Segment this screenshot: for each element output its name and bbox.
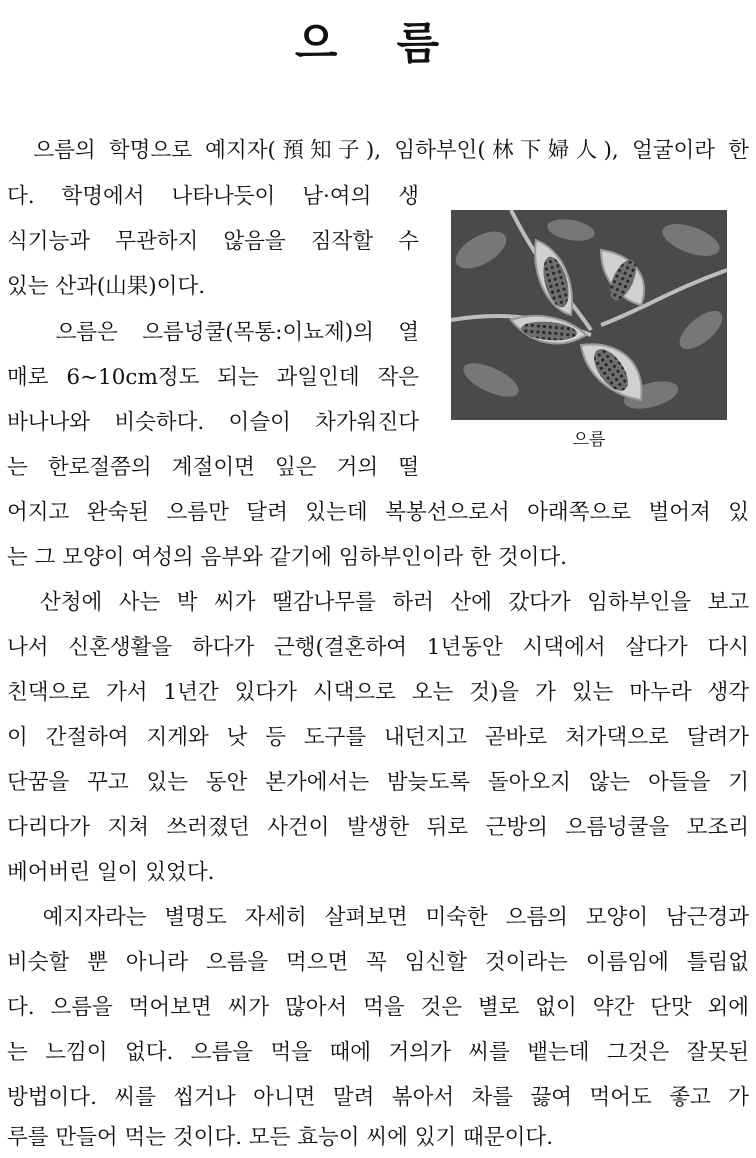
body-line-23: 루를 만들어 먹는 것이다. 모든 효능이 씨에 있기 때문이다. [7, 1125, 554, 1150]
akebia-fruit-photo-icon [451, 210, 727, 420]
body-line-3: 식기능과 무관하지 않음을 짐작할 수 [7, 229, 419, 254]
body-line-19: 비슷할 뿐 아니라 으름을 먹으면 꼭 임신할 것이라는 이름임에 틀림없 [7, 950, 749, 975]
body-line-11: 산청에 사는 박 씨가 땔감나무를 하러 산에 갔다가 임하부인을 보고 [7, 590, 749, 615]
body-line-5: 으름은 으름넝쿨(목통:이뇨제)의 열 [7, 320, 419, 345]
photo-caption: 으름 [572, 430, 606, 450]
body-line-2: 다. 학명에서 나타나듯이 남·여의 생 [7, 184, 419, 209]
body-line-10: 는 그 모양이 여성의 음부와 같기에 임하부인이라 한 것이다. [7, 545, 567, 570]
body-line-18: 예지자라는 별명도 자세히 살펴보면 미숙한 으름의 모양이 남근경과 [7, 905, 749, 930]
body-line-4: 있는 산과(山果)이다. [7, 274, 206, 299]
body-line-15: 단꿈을 꾸고 있는 동안 본가에서는 밤늦도록 돌아오지 않는 아들을 기 [7, 770, 749, 795]
page-title: 으 름 [294, 18, 462, 69]
body-line-8: 는 한로절쯤의 계절이면 잎은 거의 떨 [7, 455, 419, 480]
body-line-16: 다리다가 지쳐 쓰러졌던 사건이 발생한 뒤로 근방의 으름넝쿨을 모조리 [7, 815, 749, 840]
body-line-13: 친댁으로 가서 1년간 있다가 시댁으로 오는 것)을 가 있는 마누라 생각 [7, 680, 749, 705]
body-line-20: 다. 으름을 먹어보면 씨가 많아서 먹을 것은 별로 없이 약간 단맛 외에 [7, 995, 749, 1020]
body-line-21: 는 느낌이 없다. 으름을 먹을 때에 거의가 씨를 뱉는데 그것은 잘못된 [7, 1040, 749, 1065]
body-line-17: 베어버린 일이 있었다. [7, 860, 215, 885]
akebia-photo [451, 210, 727, 420]
body-line-9: 어지고 완숙된 으름만 달려 있는데 복봉선으로서 아래쪽으로 벌어져 있 [7, 500, 749, 525]
body-line-12: 나서 신혼생활을 하다가 근행(결혼하여 1년동안 시댁에서 살다가 다시 [7, 635, 749, 660]
body-line-1: 으름의 학명으로 예지자(預知子), 임하부인(林下婦人), 얼굴이라 한 [7, 138, 749, 163]
body-line-14: 이 간절하여 지게와 낫 등 도구를 내던지고 곧바로 처가댁으로 달려가 [7, 725, 749, 750]
body-line-22: 방법이다. 씨를 씹거나 아니면 말려 볶아서 차를 끓여 먹어도 좋고 가 [7, 1085, 749, 1110]
body-line-7: 바나나와 비슷하다. 이슬이 차가워진다 [7, 410, 419, 435]
body-line-6: 매로 6~10cm정도 되는 과일인데 작은 [7, 365, 419, 390]
